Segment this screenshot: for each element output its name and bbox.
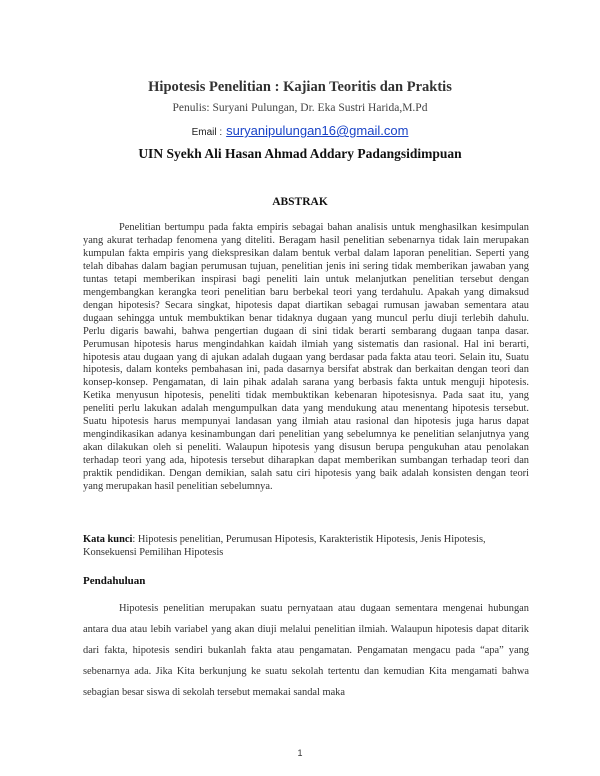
paper-authors: Penulis: Suryani Pulungan, Dr. Eka Sustri Harida,M.Pd bbox=[172, 102, 428, 114]
introduction-text: Hipotesis penelitian merupakan suatu pernyataan atau dugaan sementara mengenai hubungan antara dua atau lebih variabel yang akan diuji melalui penelitian ilmiah. Walaupun hipotesis dapat ditarik dari fakta, hipotesis sendiri bukanlah fakta atau pengamatan. Pengamatan mengacu pada “apa” yang sebenarnya ada. Jika Kita berkunjung ke suatu sekolah tertentu dan kemudian Kita mengamati bahwa sebagian besar siswa di sekolah tersebut memakai sandal maka bbox=[83, 603, 529, 698]
keywords-line bbox=[83, 534, 529, 560]
section-heading-introduction: Pendahuluan bbox=[83, 575, 146, 587]
paper-affiliation: UIN Syekh Ali Hasan Ahmad Addary Padangsidimpuan bbox=[138, 146, 462, 161]
page-number: 1 bbox=[297, 748, 303, 758]
abstract-text: Penelitian bertumpu pada fakta empiris sebagai bahan analisis untuk menghasilkan kesimpulan yang akurat terhadap fenomena yang diteliti. Beragam hasil penelitian sebenarnya tidak lain merupakan kumpulan fakta empiris yang diekspresikan dalam bentuk verbal dalam laporan penelitian. Seperti yang telah dibahas dalam bagian perumusan tujuan, penelitian jenis ini sering tidak memberikan jawaban yang tuntas tetapi memberikan inspirasi bagi peneliti lain untuk melanjutkan penelitian tersebut dengan mengembangkan kerangka teori penelitian baru berbekal teori yang terdahulu. Apakah yang dimaksud dengan hipotesis? Secara singkat, hipotesis dapat diartikan sebagai rumusan jawaban sementara atau dugaan sehingga untuk membuktikan benar tidaknya dugaan yang muncul perlu diuji terlebih dahulu. Perlu digaris bawahi, bahwa pengertian dugaan di sini tidak berarti sembarang dugaan tanpa dasar. Perumusan hipotesis harus mengindahkan kaidah ilmiah yang sistematis dan rasional. Hal ini berarti, hipotesis atau dugaan yang di ajukan adalah dugaan yang berdasar pada fakta atau teori. Selain itu, Suatu hipotesis, dalam konteks pembahasan ini, pada dasarnya bersifat abstrak dan berkaitan dengan teori dan konsep-konsep. Pengamatan, di lain pihak adalah sarana yang berbasis fakta untuk menguji hipotesis. Ketika menyusun hipotesis, peneliti tidak membuktikan kebenaran hipotesisnya. Pada saat itu, yang peneliti perlu lakukan adalah mengumpulkan data yang mendukung atau menentang hipotesis tersebut. Suatu hipotesis harus mempunyai landasan yang ilmiah atau rasional dan hipotesis juga harus dapat mengindikasikan adanya kesinambungan dari penelitian yang sebelumnya ke penelitian selanjutnya yang akan dilakukan oleh si peneliti. Walaupun hipotesis yang disusun berupa pengukuhan atau penolakan terhadap teori yang ada, hipotesis tersebut diharapkan dapat memberikan sumbangan terhadap teori dan praktik pendidikan. Dengan demikian, salah satu ciri hipotesis yang baik adalah konsisten dengan teori yang merupakan hasil penelitian sebelumnya. bbox=[83, 222, 529, 493]
keywords-label: Kata kunci bbox=[83, 534, 133, 545]
keywords-text: : Hipotesis penelitian, Perumusan Hipotesis, Karakteristik Hipotesis, Jenis Hipotesis, Konsekuensi Pemilihan Hipotesis bbox=[83, 534, 486, 558]
email-link[interactable]: suryanipulungan16@gmail.com bbox=[226, 123, 409, 138]
abstract-heading: ABSTRAK bbox=[272, 196, 328, 208]
email-label: Email : bbox=[191, 127, 223, 138]
paper-title: Hipotesis Penelitian : Kajian Teoritis dan Praktis bbox=[148, 79, 452, 95]
email-line bbox=[0, 122, 600, 140]
